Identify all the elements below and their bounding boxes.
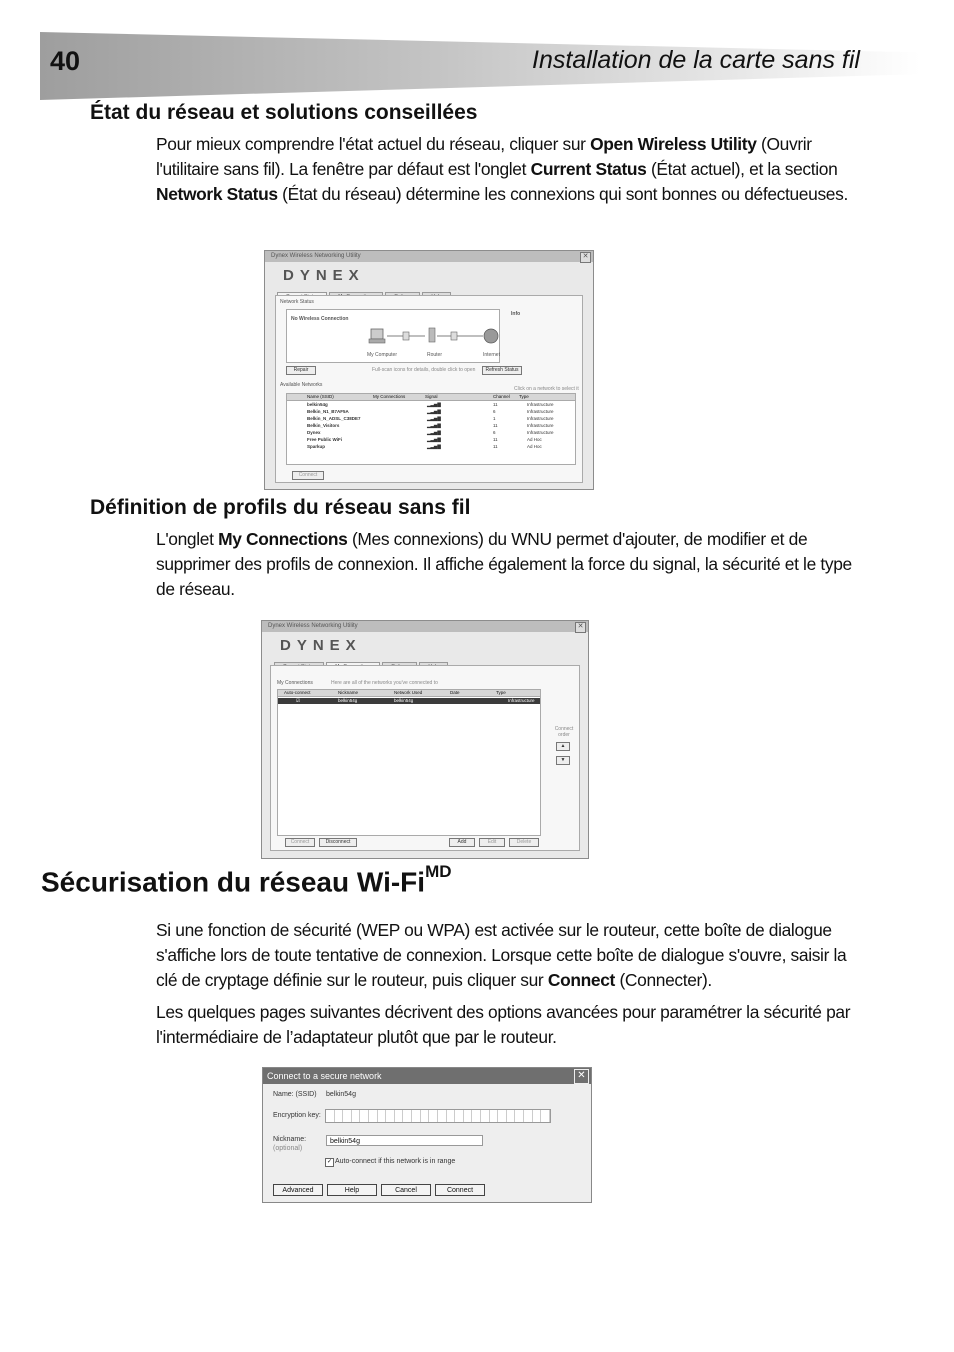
list-header: Name (SSID) My Connections Signal Channel Type <box>287 394 575 401</box>
list-header: Auto-connect Nickname Network Used Date Type <box>278 690 540 697</box>
available-networks-label: Available Networks <box>280 382 323 388</box>
nickname-label: Nickname: <box>273 1136 307 1143</box>
section3-paragraph-2: Les quelques pages suivantes décrivent des options avancées pour paramétrer la sécurité par l'intermédiaire de l’adaptateur plutôt que par le routeur. <box>156 1002 851 1047</box>
disconnect-button[interactable]: Disconnect <box>319 838 357 847</box>
chapter-title: Installation de la carte sans fil <box>532 46 860 74</box>
node-label-internet: Internet <box>483 352 500 358</box>
section1-paragraph: Pour mieux comprendre l'état actuel du réseau, cliquer sur Open Wireless Utility (Ouvrir l'utilitaire sans fil). La fenêtre par défaut est l'onglet Current Status (État actuel), et la section Network Status (État du réseau) détermine les connexions qui sont bonnes ou défectueuses. <box>156 134 848 204</box>
edit-button[interactable]: Edit <box>479 838 505 847</box>
window-titlebar: Dynex Wireless Networking Utility ✕ <box>265 251 593 262</box>
close-icon[interactable]: ✕ <box>574 1069 589 1084</box>
section-heading-profiles: Définition de profils du réseau sans fil <box>90 496 471 519</box>
auto-connect-label: Auto-connect if this network is in range <box>335 1158 456 1165</box>
dynex-logo: DYNEX <box>280 637 362 654</box>
section-heading-security: Sécurisation du réseau $Wi-Fi^{MD}$ <box>41 862 452 898</box>
encryption-key-label: Encryption key: <box>273 1112 321 1119</box>
signal-icon: ▂▃▅▇ <box>427 402 441 407</box>
signal-icon: ▂▃▅▇ <box>427 409 441 414</box>
dialog-titlebar: Connect to a secure network ✕ <box>263 1068 591 1084</box>
advanced-button[interactable]: Advanced <box>273 1184 323 1196</box>
delete-button[interactable]: Delete <box>509 838 539 847</box>
repair-button[interactable]: Repair <box>286 366 316 375</box>
cancel-button[interactable]: Cancel <box>381 1184 431 1196</box>
connect-button[interactable]: Connect <box>292 471 324 480</box>
encryption-key-field[interactable] <box>325 1109 551 1123</box>
close-icon[interactable]: ✕ <box>580 252 591 263</box>
main-panel <box>275 295 583 483</box>
signal-icon: ▂▃▅▇ <box>427 437 441 442</box>
screenshot-secure-network-dialog <box>262 1067 592 1203</box>
move-down-button[interactable]: ▼ <box>556 756 570 765</box>
signal-icon: ▂▃▅▇ <box>427 444 441 449</box>
connections-hint: Here are all of the networks you've connected to <box>331 680 438 686</box>
refresh-status-button[interactable]: Refresh Status <box>482 366 522 375</box>
connect-button[interactable]: Connect <box>285 838 315 847</box>
help-button[interactable]: Help <box>327 1184 377 1196</box>
add-button[interactable]: Add <box>449 838 475 847</box>
page-number: 40 <box>50 46 81 76</box>
node-label-computer: My Computer <box>367 352 398 358</box>
tab-bar <box>277 285 453 295</box>
screenshot-my-connections <box>261 620 589 859</box>
connections-list[interactable] <box>277 689 541 836</box>
network-status-box <box>286 309 500 363</box>
select-hint: Click on a network to select it <box>514 386 579 392</box>
auto-connect-checkbox[interactable]: ✓ <box>326 1159 333 1165</box>
screenshot-current-status <box>264 250 594 490</box>
status-hint: Full-scan icons for details, double click to open <box>372 367 476 373</box>
signal-icon: ▂▃▅▇ <box>427 430 441 435</box>
section2-paragraph: L'onglet My Connections (Mes connexions) du WNU permet d'ajouter, de modifier et de supprimer des profils de connexion. Il affiche également la force du signal, la sécurité et le type de réseau. <box>156 529 852 599</box>
no-connection-label: No Wireless Connection <box>291 316 349 322</box>
my-connections-label: My Connections <box>277 680 313 686</box>
page-header <box>40 32 920 100</box>
section-heading-network-status: État du réseau et solutions conseillées <box>90 101 478 124</box>
list-item[interactable]: Dynex 6 Infrastructure ▂▃▅▇ <box>307 430 554 435</box>
table-row[interactable]: ☑ belkin54g belkin54g Infrastructure <box>278 698 540 704</box>
info-label: Info <box>511 311 521 317</box>
move-up-button[interactable]: ▲ <box>556 742 570 751</box>
signal-icon: ▂▃▅▇ <box>427 423 441 428</box>
connect-button[interactable]: Connect <box>435 1184 485 1196</box>
ssid-value: belkin54g <box>326 1091 356 1098</box>
nickname-field[interactable]: belkin54g <box>326 1135 483 1146</box>
signal-icon: ▂▃▅▇ <box>427 416 441 421</box>
list-item[interactable]: Sparkup 11 Ad Hoc ▂▃▅▇ <box>307 444 542 449</box>
list-item[interactable]: Belkin_N_ADSL_C38DE7 1 Infrastructure ▂▃▅▇ <box>307 416 554 421</box>
available-networks-list[interactable] <box>286 393 576 465</box>
nickname-optional-label: (optional) <box>273 1145 303 1152</box>
list-item[interactable]: Free Public WiFi 11 Ad Hoc ▂▃▅▇ <box>307 437 542 442</box>
network-status-label: Network Status <box>280 299 314 305</box>
close-icon[interactable]: ✕ <box>575 622 586 633</box>
window-titlebar: Dynex Wireless Networking Utility ✕ <box>262 621 588 632</box>
list-item[interactable]: Belkin_N1_B7AF5A 6 Infrastructure ▂▃▅▇ <box>307 409 554 414</box>
dynex-logo: DYNEX <box>283 267 365 284</box>
main-panel <box>270 665 580 851</box>
list-item[interactable]: Belkin_Visitors 11 Infrastructure ▂▃▅▇ <box>307 423 554 428</box>
connect-order-label: Connect order <box>554 726 574 738</box>
node-label-router: Router <box>427 352 443 358</box>
list-item[interactable]: belkin54g 11 Infrastructure ▂▃▅▇ <box>307 402 554 407</box>
tab-bar <box>274 655 450 665</box>
section3-paragraph-1: Si une fonction de sécurité (WEP ou WPA) est activée sur le routeur, cette boîte de dialogue s'affiche lors de toute tentative de connexion. Lorsque cette boîte de dialogue s'ouvre, saisir la clé de cryptage définie sur le routeur, puis cliquer sur Connect (Connecter). <box>156 920 847 990</box>
ssid-label: Name: (SSID) <box>273 1091 317 1098</box>
